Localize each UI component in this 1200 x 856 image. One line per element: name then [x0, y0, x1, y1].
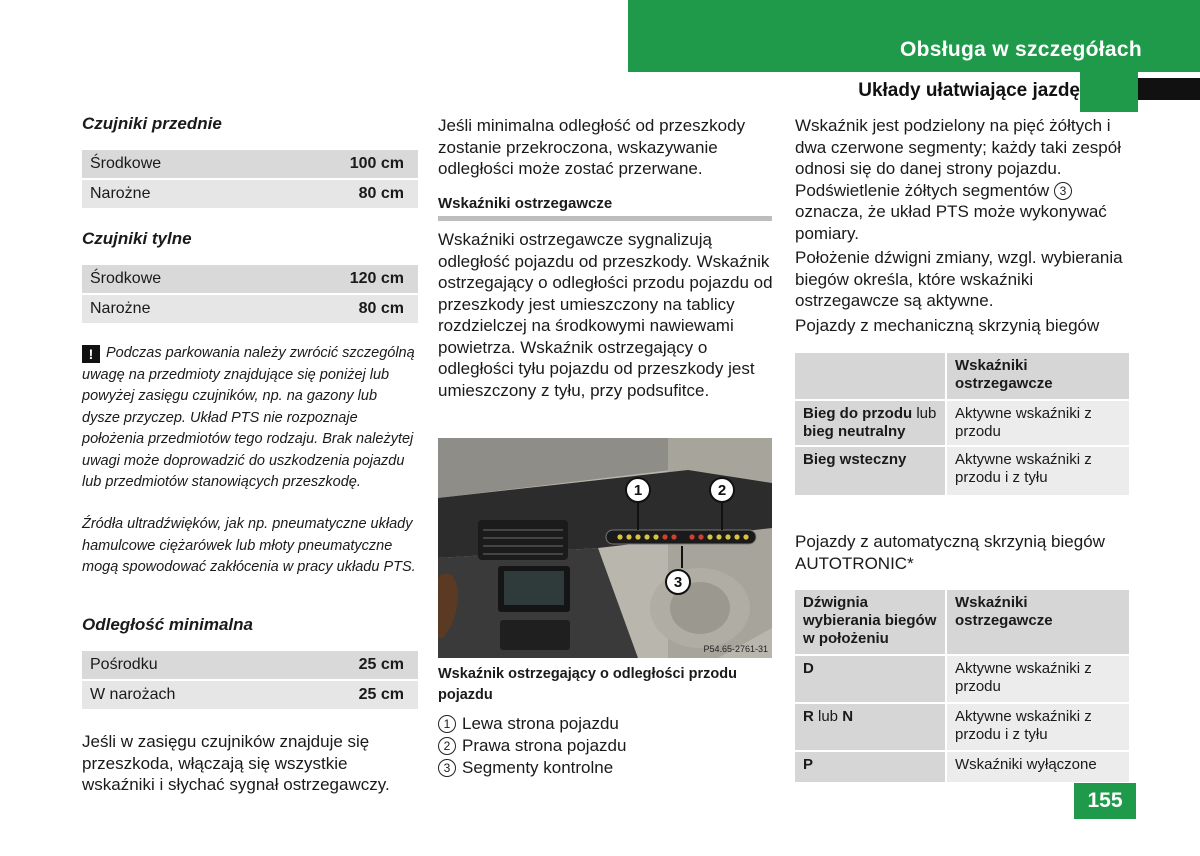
interference-note: Źródła ultradźwięków, jak np. pneumatyczne układy hamulcowe ciężarówek lub młoty pneumatyczne mogą spowodować zakłócenia w pracy układu PTS. — [82, 516, 416, 575]
table-row — [82, 150, 418, 178]
legend-text: Segmenty kontrolne — [462, 758, 614, 777]
row-label: W narożach — [90, 686, 176, 703]
marker-3-ref: 3 — [1054, 182, 1072, 200]
gear-text: N — [842, 708, 854, 725]
row-value: 80 cm — [358, 185, 404, 202]
warning-icon: ! — [82, 345, 100, 363]
gear-cell — [795, 400, 946, 446]
row-value: 25 cm — [358, 686, 404, 703]
min-distance-table — [82, 651, 418, 711]
legend-item — [438, 713, 774, 735]
table-header-row — [795, 353, 1129, 400]
table-row — [795, 703, 1129, 751]
row-value: 25 cm — [358, 656, 404, 673]
header-cell: Wskaźniki ostrzegawcze — [946, 590, 1129, 655]
sensor-alert-paragraph: Jeśli w zasięgu czujników znajduje się przeszkoda, włączają się wszystkie wskaźniki i słychać sygnał ostrzegawczy. — [82, 732, 390, 794]
gear-text: bieg neutralny — [803, 423, 906, 440]
row-label: Narożne — [90, 300, 151, 317]
table-row — [795, 400, 1129, 446]
chapter-title: Obsługa w szczegółach — [899, 38, 1142, 61]
gear-joiner: lub — [912, 405, 937, 422]
automatic-gearbox-label: Pojazdy z automatyczną skrzynią biegów AUTOTRONIC* — [795, 532, 1105, 573]
row-label: Pośrodku — [90, 656, 158, 673]
header-cell: Wskaźniki ostrzegawcze — [946, 353, 1129, 400]
table-row — [82, 180, 418, 208]
segments-text-b: oznacza, że układ PTS może wykonywać pomiary. — [795, 202, 1107, 243]
photo-legend — [438, 713, 774, 779]
legend-number: 1 — [438, 715, 456, 733]
rear-sensors-table — [82, 265, 418, 325]
row-value: 120 cm — [349, 270, 404, 287]
legend-item — [438, 757, 774, 779]
table-header-row — [795, 590, 1129, 655]
indicator-cell: Wskaźniki wyłączone — [946, 751, 1129, 783]
warning-note — [82, 343, 418, 494]
gear-cell: P — [795, 751, 946, 783]
legend-text: Prawa strona pojazdu — [462, 736, 627, 755]
table-row — [82, 681, 418, 709]
table-row — [795, 655, 1129, 703]
gear-text: R — [803, 708, 814, 725]
dashboard-illustration — [438, 438, 772, 658]
front-sensors-title: Czujniki przednie — [82, 114, 222, 133]
section-title-box — [628, 72, 1080, 112]
row-value: 80 cm — [358, 300, 404, 317]
manual-gearbox-table — [795, 353, 1129, 497]
photo-caption: Wskaźnik ostrzegający o odległości przodu pojazdu — [438, 666, 737, 703]
table-row — [82, 295, 418, 323]
section-title: Układy ułatwiające jazdę — [858, 80, 1080, 101]
indicator-cell: Aktywne wskaźniki z przodu i z tyłu — [946, 703, 1129, 751]
indicator-cell: Aktywne wskaźniki z przodu — [946, 400, 1129, 446]
min-distance-paragraph: Jeśli minimalna odległość od przeszkody zostanie przekroczona, wskazywanie odległości może zostać przerwane. — [438, 116, 746, 178]
header-marker — [1138, 78, 1200, 100]
dashboard-photo — [438, 438, 772, 658]
gear-joiner: lub — [813, 708, 843, 725]
table-row — [795, 446, 1129, 496]
segments-text-a: Wskaźnik jest podzielony na pięć żółtych i dwa czerwone segmenty; każdy taki zespół odnosi się do danej strony pojazdu. Podświetlenie żółtych segmentów — [795, 116, 1121, 200]
table-row — [795, 751, 1129, 783]
gear-text: Bieg do przodu — [803, 405, 913, 422]
page-number: 155 — [1074, 783, 1136, 819]
row-value: 100 cm — [349, 155, 404, 172]
segments-paragraph — [795, 115, 1129, 244]
gear-cell: D — [795, 655, 946, 703]
legend-number: 2 — [438, 737, 456, 755]
rear-sensors-title: Czujniki tylne — [82, 229, 192, 248]
legend-item — [438, 735, 774, 757]
legend-number: 3 — [438, 759, 456, 777]
legend-text: Lewa strona pojazdu — [462, 714, 619, 733]
indicator-cell: Aktywne wskaźniki z przodu — [946, 655, 1129, 703]
indicator-cell: Aktywne wskaźniki z przodu i z tyłu — [946, 446, 1129, 496]
header-cell — [795, 353, 946, 400]
header-cell: Dźwignia wybierania biegów w położeniu — [795, 590, 946, 655]
photo-code: P54.65-2761-31 — [703, 644, 768, 654]
warning-indicators-paragraph: Wskaźniki ostrzegawcze sygnalizują odległość pojazdu od przeszkody. Wskaźnik ostrzegający o odległości przodu pojazdu od przeszkody jest umieszczony na tablicy rozdzielczej na środkowymi nawiewami powietrza. Wskaźnik ostrzegający o odległości tyłu pojazdu od przeszkody jest umieszczony z tyłu, przy podsufitce. — [438, 230, 773, 400]
marker-2-label: 2 — [717, 482, 727, 499]
row-label: Narożne — [90, 185, 151, 202]
warning-text: Podczas parkowania należy zwrócić szczególną uwagę na przedmioty znajdujące się poniżej lub powyżej zasięgu czujników, np. na gazony lub dysze przyczep. Układ PTS nie rozpoznaje położenia przedmiotów tego rodzaju. Brak należytej uwagi może doprowadzić do uszkodzenia pojazdu lub przedmiotów stanowiących przeszkodę. — [82, 345, 415, 490]
gear-cell — [795, 703, 946, 751]
table-row — [82, 651, 418, 679]
marker-1-label: 1 — [633, 482, 643, 499]
warning-indicators-title: Wskaźniki ostrzegawcze — [438, 195, 772, 221]
row-label: Środkowe — [90, 270, 162, 287]
automatic-gearbox-table — [795, 590, 1129, 784]
row-label: Środkowe — [90, 155, 162, 172]
min-distance-title: Odległość minimalna — [82, 615, 253, 634]
marker-3-label: 3 — [673, 574, 683, 591]
table-row — [82, 265, 418, 293]
lever-position-paragraph: Położenie dźwigni zmiany, wzgl. wybierania biegów określa, które wskaźniki ostrzegawcze są aktywne. — [795, 248, 1123, 310]
gear-cell: Bieg wsteczny — [795, 446, 946, 496]
front-sensors-table — [82, 150, 418, 210]
manual-gearbox-label: Pojazdy z mechaniczną skrzynią biegów — [795, 316, 1100, 335]
